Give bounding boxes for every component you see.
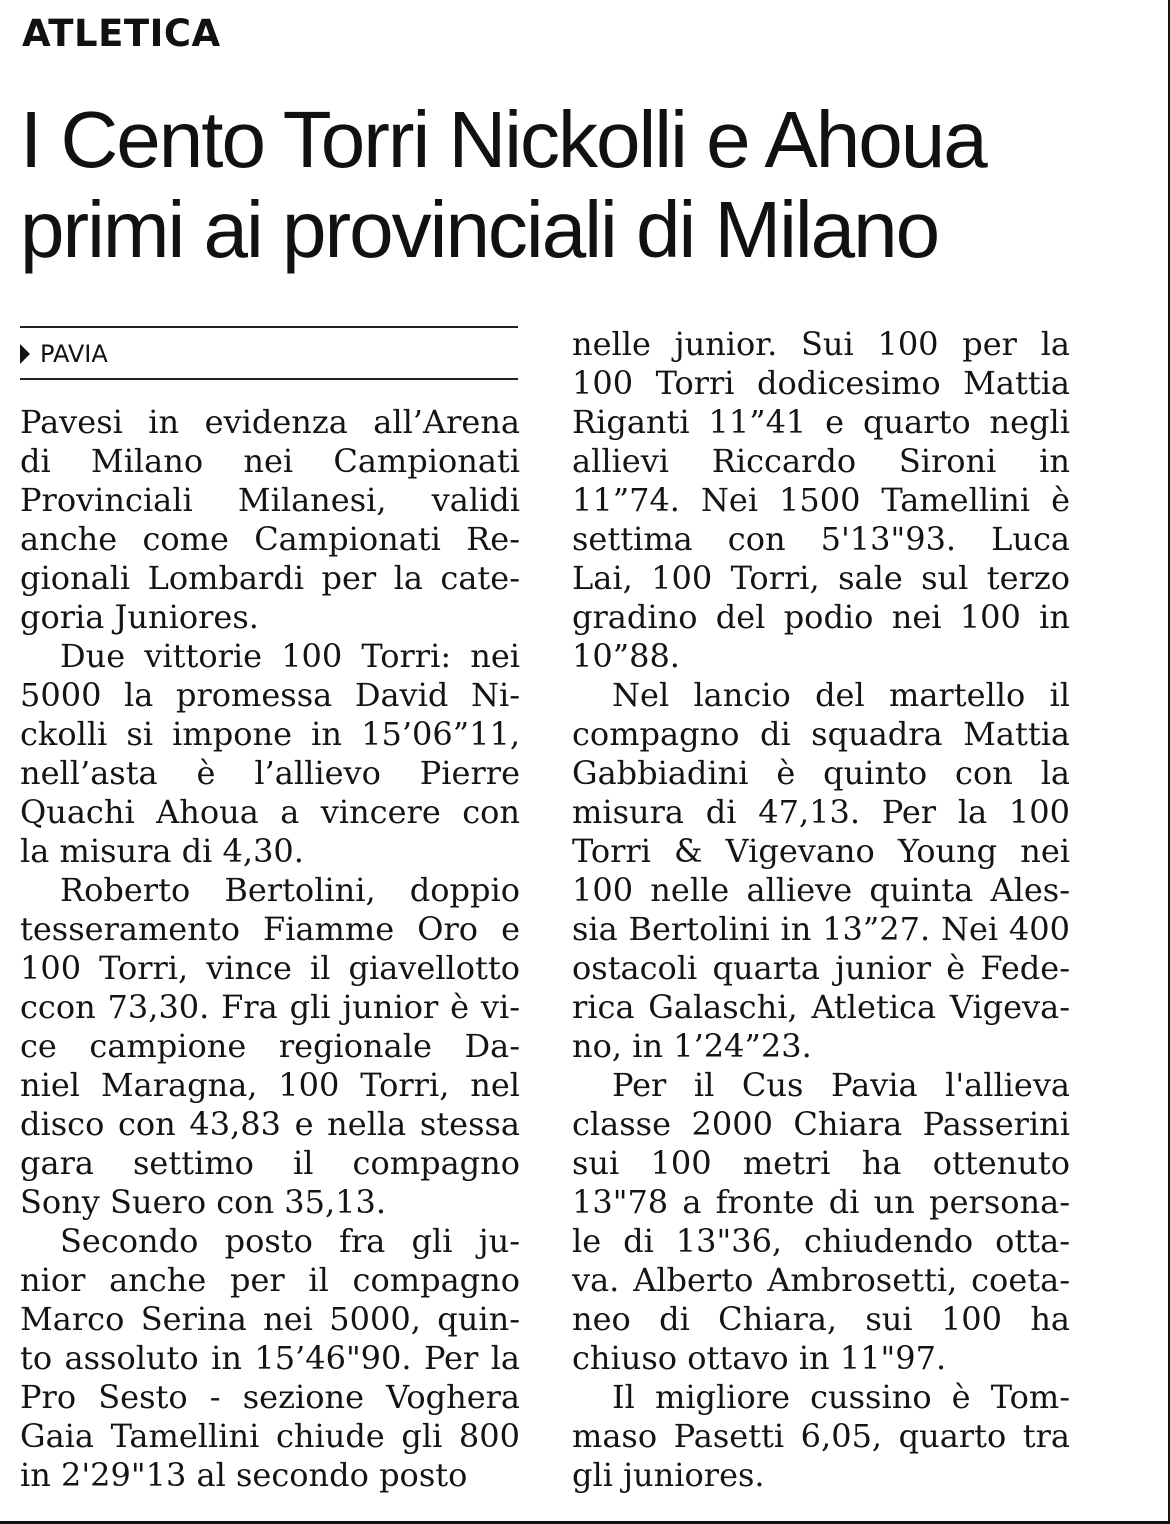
paragraph (20, 637, 520, 871)
text-line: va. Alberto Ambrosetti, coeta- (572, 1261, 1070, 1299)
text-line: 11”74. Nei 1500 Tamellini è (572, 481, 1070, 519)
text-line: rica Galaschi, Atletica Vigeva- (572, 988, 1070, 1026)
headline (20, 95, 986, 275)
text-line: 100 Torri dodicesimo Mattia (572, 364, 1070, 402)
text-line: tesseramento Fiamme Oro e (20, 910, 520, 948)
text-line: ckolli si impone in 15’06”11, (20, 715, 520, 753)
text-line: 5000 la promessa David Ni- (20, 676, 520, 714)
text-line: nior anche per il compagno (20, 1261, 520, 1299)
text-line: gli juniores. (572, 1456, 765, 1494)
text-line: sia Bertolini in 13”27. Nei 400 (572, 910, 1070, 948)
text-line: 13"78 a fronte di un persona- (572, 1183, 1070, 1221)
paragraph (20, 1222, 520, 1495)
text-line: Per il Cus Pavia l'allieva (612, 1066, 1070, 1104)
text-line: maso Pasetti 6,05, quarto tra (572, 1417, 1070, 1455)
text-line: sui 100 metri ha ottenuto (572, 1144, 1070, 1182)
text-line: gradino del podio nei 100 in (572, 598, 1070, 636)
paragraph (572, 325, 1070, 676)
text-line: 10”88. (572, 637, 680, 675)
text-line: chiuso ottavo in 11"97. (572, 1339, 947, 1377)
dateline-rule-top (20, 326, 518, 328)
text-line: niel Maragna, 100 Torri, nel (20, 1066, 520, 1104)
text-line: di Milano nei Campionati (20, 442, 520, 480)
text-line: Nel lancio del martello il (612, 676, 1070, 714)
text-line: Roberto Bertolini, doppio (60, 871, 520, 909)
text-line: Provinciali Milanesi, validi (20, 481, 520, 519)
text-line: allievi Riccardo Sironi in (572, 442, 1070, 480)
article-column-left (20, 403, 520, 1495)
dateline (20, 340, 108, 368)
headline-line-2: primi ai provinciali di Milano (20, 185, 939, 274)
text-line: 100 Torri, vince il giavellotto (20, 949, 520, 987)
section-label: ATLETICA (22, 12, 221, 55)
text-line: misura di 47,13. Per la 100 (572, 793, 1070, 831)
text-line: gionali Lombardi per la cate- (20, 559, 520, 597)
text-line: Pro Sesto - sezione Voghera (20, 1378, 520, 1416)
text-line: 100 nelle allieve quinta Ales- (572, 871, 1070, 909)
paragraph (20, 403, 520, 637)
text-line: Pavesi in evidenza all’Arena (20, 403, 520, 441)
dateline-rule-bottom (20, 378, 518, 380)
text-line: disco con 43,83 e nella stessa (20, 1105, 520, 1143)
dateline-text: PAVIA (40, 340, 108, 368)
text-line: Gaia Tamellini chiude gli 800 (20, 1417, 520, 1455)
paragraph (20, 871, 520, 1222)
text-line: classe 2000 Chiara Passerini (572, 1105, 1070, 1143)
text-line: Sony Suero con 35,13. (20, 1183, 386, 1221)
text-line: anche come Campionati Re- (20, 520, 520, 558)
text-line: Il migliore cussino è Tom- (612, 1378, 1070, 1416)
text-line: neo di Chiara, sui 100 ha (572, 1300, 1070, 1338)
text-line: Torri & Vigevano Young nei (572, 832, 1070, 870)
headline-line-1: I Cento Torri Nickolli e Ahoua (20, 95, 986, 184)
text-line: no, in 1’24”23. (572, 1027, 812, 1065)
text-line: compagno di squadra Mattia (572, 715, 1070, 753)
text-line: Due vittorie 100 Torri: nei (60, 637, 520, 675)
text-line: Lai, 100 Torri, sale sul terzo (572, 559, 1070, 597)
paragraph (572, 1378, 1070, 1495)
text-line: le di 13"36, chiudendo otta- (572, 1222, 1070, 1260)
paragraph (572, 676, 1070, 1066)
dateline-marker-icon (20, 344, 30, 364)
text-line: ce campione regionale Da- (20, 1027, 520, 1065)
paragraph (572, 1066, 1070, 1378)
text-line: la misura di 4,30. (20, 832, 304, 870)
text-line: goria Juniores. (20, 598, 259, 636)
text-line: ccon 73,30. Fra gli junior è vi- (20, 988, 520, 1026)
text-line: ostacoli quarta junior è Fede- (572, 949, 1070, 987)
text-line: gara settimo il compagno (20, 1144, 520, 1182)
article-column-right (572, 325, 1070, 1495)
text-line: Secondo posto fra gli ju- (60, 1222, 520, 1260)
text-line: nell’asta è l’allievo Pierre (20, 754, 520, 792)
text-line: Quachi Ahoua a vincere con (20, 793, 520, 831)
text-line: Gabbiadini è quinto con la (572, 754, 1070, 792)
text-line: Marco Serina nei 5000, quin- (20, 1300, 520, 1338)
text-line: settima con 5'13"93. Luca (572, 520, 1070, 558)
text-line: Riganti 11”41 e quarto negli (572, 403, 1070, 441)
text-line: to assoluto in 15’46"90. Per la (20, 1339, 520, 1377)
text-line: nelle junior. Sui 100 per la (572, 325, 1070, 363)
text-line: in 2'29"13 al secondo posto (20, 1456, 468, 1494)
